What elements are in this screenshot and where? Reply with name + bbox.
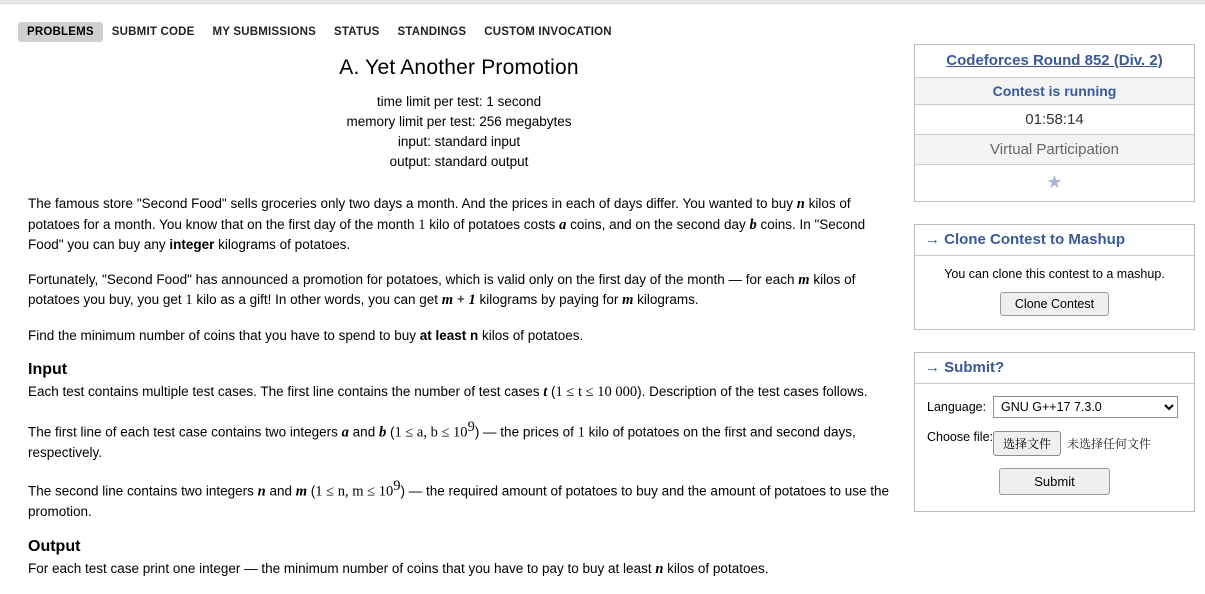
math-a: a <box>341 424 349 440</box>
clone-contest-body <box>915 256 1194 329</box>
math-n: n <box>655 560 664 577</box>
favourite-row <box>915 165 1194 201</box>
math-nm-range: 1 ≤ n, m ≤ 10 <box>315 483 394 500</box>
time-limit: time limit per test: 1 second <box>376 94 542 109</box>
input-heading: Input <box>28 361 68 378</box>
problem-limits <box>28 92 890 172</box>
nav-item-status[interactable]: STATUS <box>334 26 380 38</box>
top-divider <box>0 0 1205 4</box>
language-select[interactable] <box>993 396 1178 418</box>
text-frag: Find the minimum number of coins that you have to spend to buy <box>28 327 420 343</box>
text-frag: kilo as a gift! In other words, you can get <box>192 292 442 307</box>
submit-button[interactable]: Submit <box>999 468 1109 495</box>
math-exponent: 9 <box>393 478 401 494</box>
math-b: b <box>378 424 387 440</box>
choose-file-button[interactable]: 选择文件 <box>993 431 1061 456</box>
text-frag: and <box>348 424 379 439</box>
file-row <box>927 430 1182 456</box>
input-paragraph-2 <box>28 418 890 463</box>
text-frag: and <box>265 483 296 499</box>
output-heading: Output <box>28 537 81 555</box>
math-one: 1 <box>418 216 426 233</box>
file-status-text: 未选择任何文件 <box>1067 437 1152 451</box>
text-frag: coins. In "Second Food" you can buy any <box>28 216 866 252</box>
submit-form <box>915 384 1194 511</box>
math-exponent: 9 <box>467 418 475 435</box>
problem-statement <box>28 56 890 594</box>
language-label: Language: <box>927 399 987 414</box>
input-paragraph-1 <box>28 382 890 403</box>
math-a: a <box>559 216 567 233</box>
nav-item-standings[interactable]: STANDINGS <box>397 26 467 38</box>
contest-box <box>914 44 1195 202</box>
statement-paragraph-1 <box>28 194 890 255</box>
contest-nav <box>18 22 621 42</box>
emphasis-at-least-n: at least n <box>419 327 479 343</box>
nav-item-custom-invocation[interactable]: CUSTOM INVOCATION <box>484 26 612 38</box>
text-frag: kilos of potatoes you buy, you get <box>28 271 856 307</box>
math-ab-range: 1 ≤ a, b ≤ 10 <box>394 424 468 440</box>
math-b: b <box>749 216 757 233</box>
star-icon[interactable]: ★ <box>1046 172 1063 192</box>
contest-title-link[interactable]: Codeforces Round 852 (Div. 2) <box>915 45 1194 78</box>
text-frag: kilos of potatoes. <box>663 560 769 576</box>
clone-contest-description: You can clone this contest to a mashup. <box>944 267 1165 281</box>
contest-timer: 01:58:14 <box>915 105 1194 135</box>
text-frag: Each test contains multiple test cases. The first line contains the number of test cases <box>28 384 544 399</box>
virtual-participation-label[interactable]: Virtual Participation <box>915 135 1194 165</box>
text-frag: ( <box>307 483 316 499</box>
text-frag: kilos of potatoes for a month. You know that on the first day of the month <box>28 196 851 232</box>
text-frag: ) — the required amount of potatoes to buy and the amount of potatoes to use the promotion. <box>28 483 890 519</box>
math-m: m <box>622 292 634 308</box>
text-frag: Fortunately, "Second Food" has announced a promotion for potatoes, which is valid only on the first day of the month — for each <box>28 271 799 287</box>
output-paragraph-1 <box>28 559 890 580</box>
text-frag: kilo of potatoes on the first and second days, respectively. <box>28 424 856 460</box>
clone-contest-header[interactable]: → Clone Contest to Mashup <box>915 225 1194 256</box>
text-frag: kilograms. <box>633 292 699 307</box>
submit-box <box>914 352 1195 512</box>
text-frag: The first line of each test case contains two integers <box>28 424 342 439</box>
submit-header[interactable]: → Submit? <box>915 353 1194 384</box>
memory-limit: memory limit per test: 256 megabytes <box>346 114 572 129</box>
math-n: n <box>796 196 805 212</box>
math-n: n <box>257 483 266 500</box>
contest-status: Contest is running <box>915 78 1194 105</box>
math-one: 1 <box>185 292 193 308</box>
statement-paragraph-3 <box>28 326 890 346</box>
text-frag: The famous store "Second Food" sells groceries only two days a month. And the prices in each of days differ. You wanted to buy <box>28 196 797 211</box>
math-t-range: 1 ≤ t ≤ 10 000 <box>555 384 638 400</box>
math-m: m <box>295 483 308 500</box>
math-m-plus-1: m + 1 <box>441 292 476 308</box>
text-frag: For each test case print one integer — the minimum number of coins that you have to pay to buy at least <box>28 560 656 576</box>
text-frag: ( <box>547 384 556 399</box>
math-m: m <box>798 271 810 288</box>
nav-item-submit-code[interactable]: SUBMIT CODE <box>111 26 195 38</box>
text-frag: kilograms by paying for <box>475 292 623 307</box>
nav-item-my-submissions[interactable]: MY SUBMISSIONS <box>212 26 317 38</box>
text-frag: ( <box>386 424 395 439</box>
text-frag: kilograms of potatoes. <box>214 237 351 252</box>
math-t: t <box>543 384 548 400</box>
page-title: A. Yet Another Promotion <box>339 56 579 79</box>
text-frag: kilo of potatoes costs <box>425 216 560 232</box>
text-frag: ). Description of the test cases follows. <box>637 384 868 399</box>
math-one: 1 <box>577 424 585 440</box>
text-frag: ) — the prices of <box>474 424 578 439</box>
sidebar <box>914 44 1195 534</box>
input-spec: input: standard input <box>397 134 521 149</box>
clone-contest-box <box>914 224 1195 330</box>
submit-button-wrap <box>927 468 1182 495</box>
text-frag: The second line contains two integers <box>28 483 258 499</box>
nav-item-problems[interactable]: PROBLEMS <box>18 22 103 42</box>
choose-file-label: Choose file: <box>927 430 994 444</box>
text-frag: kilos of potatoes. <box>478 327 584 343</box>
clone-contest-button[interactable]: Clone Contest <box>1000 292 1109 316</box>
output-spec: output: standard output <box>389 154 529 169</box>
input-paragraph-3 <box>28 477 890 522</box>
language-row <box>927 396 1182 418</box>
emphasis-integer: integer <box>169 237 215 252</box>
text-frag: coins, and on the second day <box>566 216 750 232</box>
file-input[interactable] <box>993 430 1151 456</box>
statement-paragraph-2 <box>28 270 890 311</box>
